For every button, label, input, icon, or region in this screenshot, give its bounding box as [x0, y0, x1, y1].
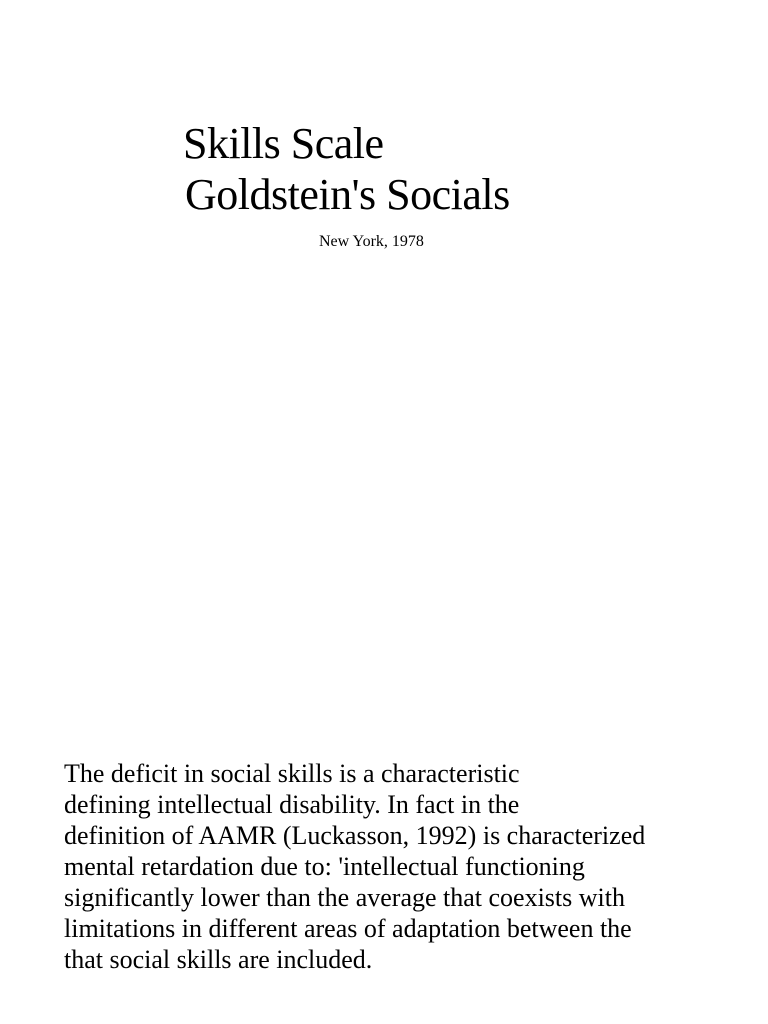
publication-place-date: New York, 1978: [319, 233, 424, 250]
title-line-2: Goldstein's Socials: [185, 170, 510, 219]
body-line-4: mental retardation due to: 'intellectual functioning: [64, 852, 585, 881]
body-line-3: definition of AAMR (Luckasson, 1992) is characterized: [64, 821, 646, 850]
body-line-5: significantly lower than the average that coexists with: [64, 883, 625, 912]
body-paragraph: [64, 758, 724, 975]
body-line-7: that social skills are included.: [64, 945, 373, 974]
body-line-6: limitations in different areas of adaptation between the: [64, 914, 632, 943]
title-line-1: Skills Scale: [183, 119, 384, 168]
body-line-1: The deficit in social skills is a characteristic: [64, 759, 520, 788]
body-line-2: defining intellectual disability. In fact in the: [64, 790, 520, 819]
